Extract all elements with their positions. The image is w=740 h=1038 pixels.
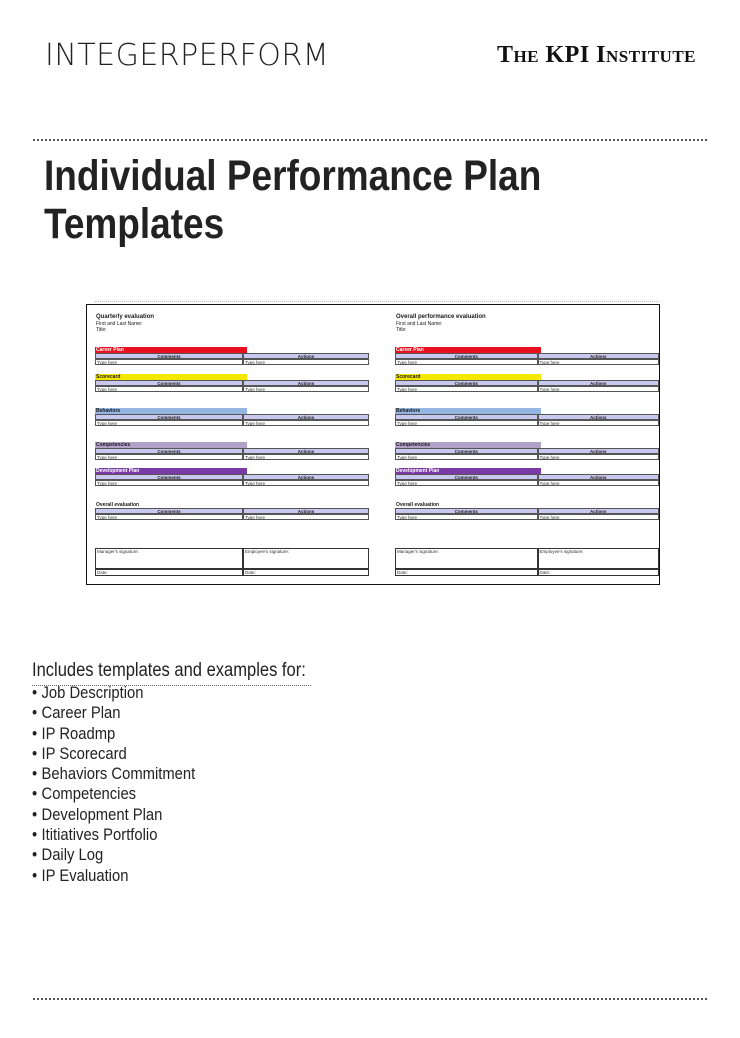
signature-block [95,548,369,576]
template-section [395,442,659,460]
employee-signature-field[interactable]: Employee's signature: [243,548,369,569]
comments-header: Comments [395,448,538,454]
comments-header: Comments [395,508,538,514]
employee-signature-field[interactable]: Employee's signature: [538,548,659,569]
template-top-strip [95,301,659,304]
actions-header: Actions [243,448,369,454]
signature-block [395,548,659,576]
actions-header: Actions [243,353,369,359]
comments-input[interactable]: Type here [395,359,538,365]
section-label: Behaviors [95,408,247,414]
bottom-divider [33,998,707,1000]
actions-header: Actions [243,380,369,386]
template-section [395,374,659,392]
section-label: Career Plan [395,347,541,353]
includes-list [32,683,195,886]
kpi-institute-logo: The KPI Institute [496,42,696,68]
comments-input[interactable]: Type here [395,386,538,392]
actions-header: Actions [538,448,659,454]
left-heading: Quarterly evaluation [96,314,155,320]
template-section [395,408,659,426]
right-title-label: Title: [396,327,407,333]
top-divider [33,139,707,141]
section-body-row [95,386,369,392]
section-label: Overall evaluation [95,502,247,508]
actions-input[interactable]: Type here [538,480,659,486]
section-label: Development Plan [395,468,541,474]
integerperform-logo: INTEGERPERFORM [45,38,330,73]
template-section [95,502,369,520]
title-line-1: Individual Performance Plan [44,152,542,200]
comments-header: Comments [95,353,243,359]
section-label: Competencies [395,442,541,448]
comments-input[interactable]: Type here [95,454,243,460]
comments-header: Comments [95,414,243,420]
actions-input[interactable]: Type here [538,359,659,365]
comments-header: Comments [95,380,243,386]
includes-list-item: • IP Evaluation [32,866,195,886]
comments-input[interactable]: Type here [395,514,538,520]
right-name-label: First and Last Name: [396,321,443,327]
template-section [95,468,369,486]
section-label: Development Plan [95,468,247,474]
includes-list-item: • Behaviors Commitment [32,764,195,784]
comments-input[interactable]: Type here [395,480,538,486]
manager-date-field[interactable]: Date: [395,569,538,576]
employee-date-field[interactable]: Date: [243,569,369,576]
comments-header: Comments [95,448,243,454]
actions-header: Actions [538,380,659,386]
template-section [395,468,659,486]
template-right-column [395,305,659,584]
includes-heading: Includes templates and examples for: [32,660,306,681]
actions-header: Actions [538,353,659,359]
section-body-row [395,359,659,365]
includes-list-item: • Development Plan [32,805,195,825]
section-label: Career Plan [95,347,247,353]
title-line-2: Templates [44,200,225,248]
comments-input[interactable]: Type here [95,359,243,365]
manager-date-field[interactable]: Date: [95,569,243,576]
section-label: Overall evaluation [395,502,541,508]
comments-header: Comments [395,353,538,359]
comments-header: Comments [395,474,538,480]
comments-header: Comments [395,414,538,420]
template-section [95,374,369,392]
template-section [95,347,369,365]
left-name-label: First and Last Name: [96,321,143,327]
actions-input[interactable]: Type here [538,454,659,460]
actions-input[interactable]: Type here [243,386,369,392]
comments-input[interactable]: Type here [95,480,243,486]
date-row [395,569,659,576]
date-row [95,569,369,576]
page-title [44,152,560,248]
includes-list-item: • Daily Log [32,845,195,865]
section-label: Scorecard [395,374,541,380]
template-left-column [95,305,369,584]
section-body-row [395,480,659,486]
actions-input[interactable]: Type here [243,420,369,426]
comments-input[interactable]: Type here [95,514,243,520]
actions-input[interactable]: Type here [243,359,369,365]
includes-list-item: • IP Roadmp [32,724,195,744]
comments-input[interactable]: Type here [95,420,243,426]
actions-header: Actions [243,508,369,514]
actions-input[interactable]: Type here [243,514,369,520]
left-title-label: Title: [96,327,107,333]
includes-list-item: • Job Description [32,683,195,703]
section-label: Scorecard [95,374,247,380]
right-heading: Overall performance evaluation [396,314,486,320]
comments-input[interactable]: Type here [395,420,538,426]
signature-row [395,548,659,569]
template-section [95,408,369,426]
actions-input[interactable]: Type here [243,454,369,460]
section-body-row [395,514,659,520]
section-body-row [95,420,369,426]
comments-header: Comments [95,474,243,480]
comments-header: Comments [395,380,538,386]
includes-list-item: • IP Scorecard [32,744,195,764]
signature-row [95,548,369,569]
actions-header: Actions [538,474,659,480]
actions-header: Actions [243,414,369,420]
section-body-row [395,386,659,392]
template-section [95,442,369,460]
comments-input[interactable]: Type here [95,386,243,392]
section-body-row [395,420,659,426]
template-section [395,502,659,520]
comments-input[interactable]: Type here [395,454,538,460]
includes-list-item: • Competencies [32,784,195,804]
section-body-row [95,359,369,365]
actions-input[interactable]: Type here [538,514,659,520]
actions-header: Actions [538,508,659,514]
manager-signature-field[interactable]: Manager's signature: [395,548,538,569]
actions-input[interactable]: Type here [243,480,369,486]
actions-header: Actions [538,414,659,420]
comments-header: Comments [95,508,243,514]
template-preview [86,304,660,585]
template-section [395,347,659,365]
section-body-row [95,454,369,460]
includes-list-item: • Ititiatives Portfolio [32,825,195,845]
section-body-row [95,514,369,520]
manager-signature-field[interactable]: Manager's signature: [95,548,243,569]
actions-header: Actions [243,474,369,480]
section-body-row [95,480,369,486]
section-label: Competencies [95,442,247,448]
section-body-row [395,454,659,460]
actions-input[interactable]: Type here [538,386,659,392]
employee-date-field[interactable]: Date: [538,569,659,576]
actions-input[interactable]: Type here [538,420,659,426]
section-label: Behaviors [395,408,541,414]
includes-list-item: • Career Plan [32,703,195,723]
